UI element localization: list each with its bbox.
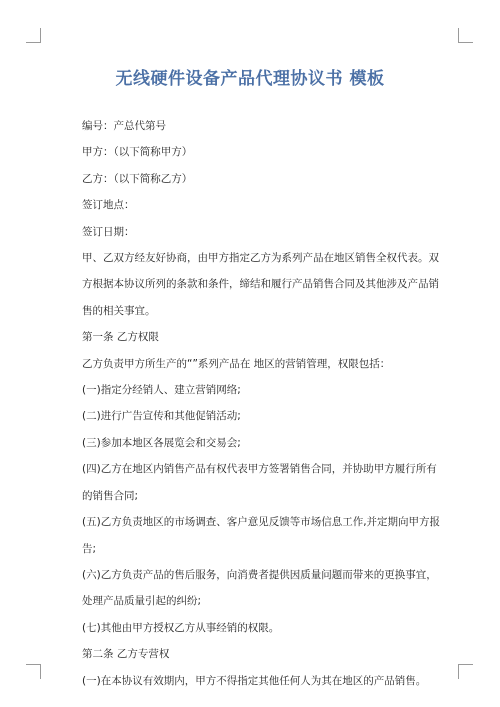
paragraph: (一)在本协议有效期内，甲方不得指定其他任何人为其在地区的产品销售。 xyxy=(82,674,427,687)
paragraph: (五)乙方负责地区的市场调查、客户意见反馈等市场信息工作,并定期向甲方报告; xyxy=(82,516,441,555)
crop-mark-top-left xyxy=(26,28,41,43)
paragraph: 乙方负责甲方所生产的“”系列产品在 地区的营销管理，权限包括： xyxy=(82,357,391,370)
paragraph: 甲、乙双方经友好协商，由甲方指定乙方为系列产品在地区销售全权代表。双方根据本协议所列的条款和条件，缔结和履行产品销售合同及其他涉及产品销售的相关事宜。 xyxy=(82,252,439,317)
paragraph: (三)参加本地区各展览会和交易会; xyxy=(82,436,241,449)
document-body xyxy=(60,113,445,694)
paragraph: 签订地点： xyxy=(82,199,135,212)
crop-mark-top-right xyxy=(458,28,473,43)
paragraph: (一)指定分经销人、建立营销网络; xyxy=(82,384,241,397)
paragraph: 乙方：（以下简称乙方） xyxy=(82,172,193,185)
document-title: 无线硬件设备产品代理协议书 模板 xyxy=(115,69,385,89)
paragraph: (二)进行广告宣传和其他促销活动; xyxy=(82,410,241,423)
paragraph: (四)乙方在地区内销售产品有权代表甲方签署销售合同，并协助甲方履行所有的销售合同; xyxy=(82,463,437,502)
paragraph: 第一条 乙方权限 xyxy=(82,331,159,344)
paragraph: (七)其他由甲方授权乙方从事经销的权限。 xyxy=(82,621,280,634)
paragraph: 编号：产总代第号 xyxy=(82,120,166,132)
paragraph: 签订日期： xyxy=(82,225,135,238)
crop-mark-bottom-left xyxy=(26,664,41,679)
crop-mark-bottom-right xyxy=(458,664,473,679)
paragraph: 第二条 乙方专营权 xyxy=(82,648,170,661)
paragraph: 甲方：（以下简称甲方） xyxy=(82,146,193,159)
paragraph: (六)乙方负责产品的售后服务，向消费者提供因质量问题而带来的更换事宜，处理产品质量引起的纠纷; xyxy=(82,568,437,608)
